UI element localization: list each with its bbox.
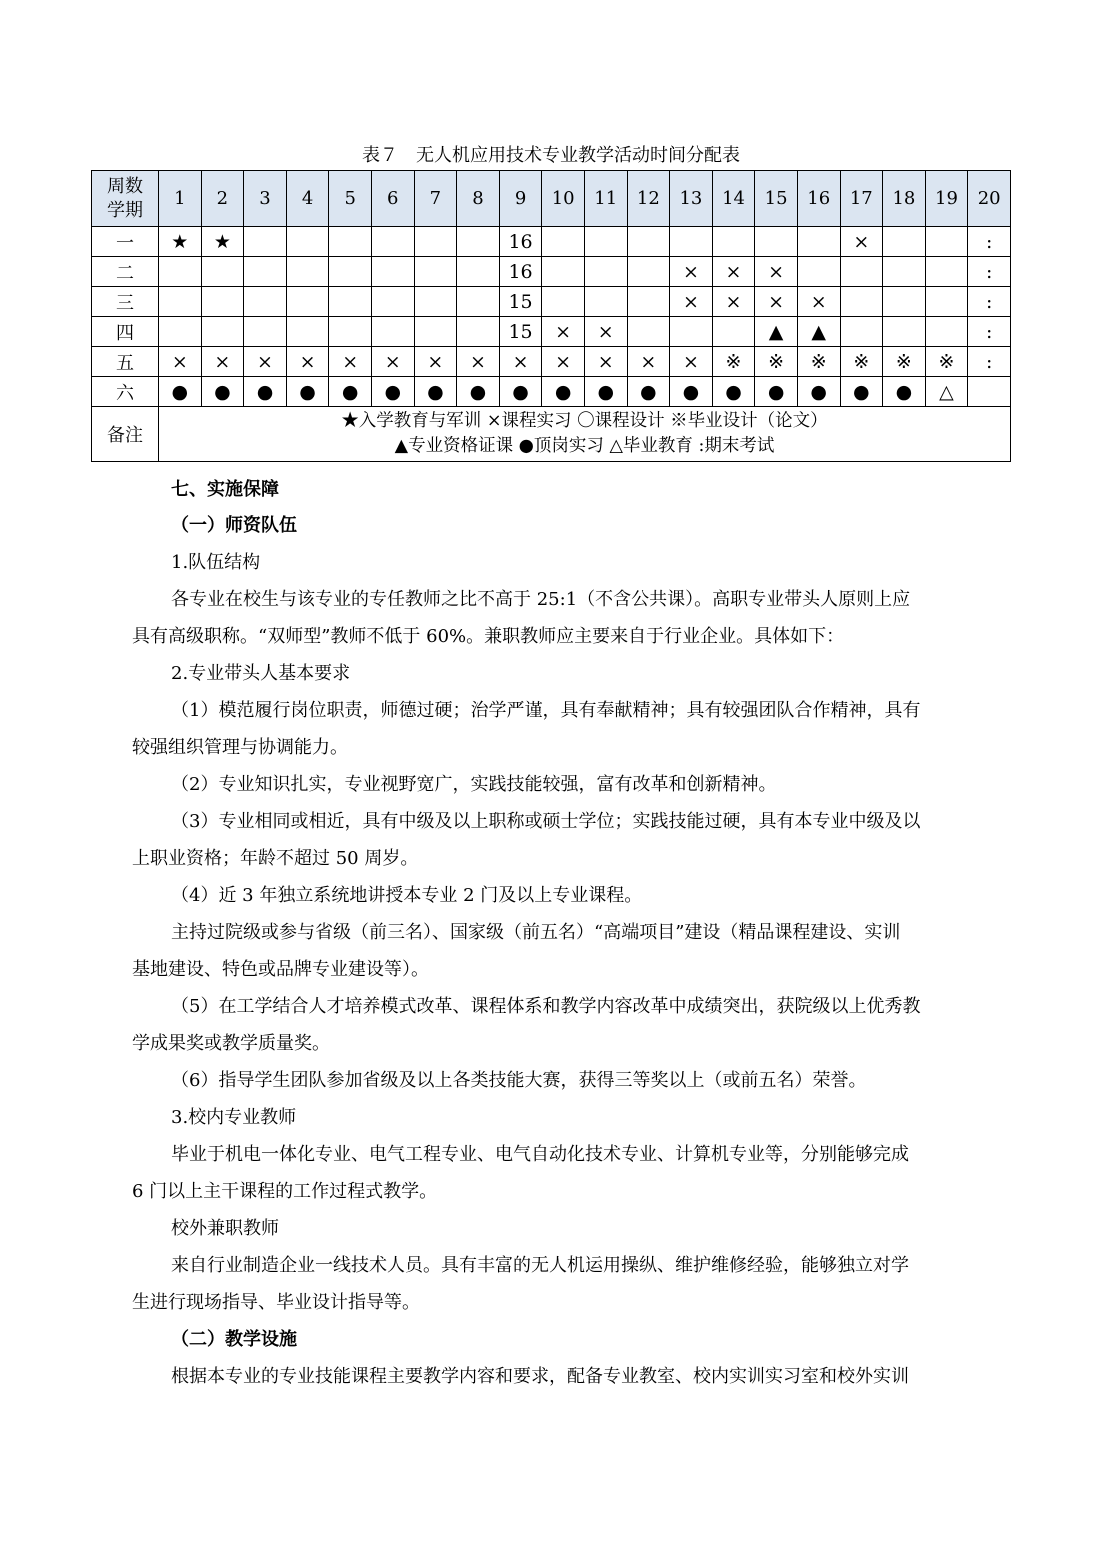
schedule-cell: ●: [457, 377, 500, 407]
schedule-cell: [883, 257, 926, 287]
schedule-cell: [840, 317, 883, 347]
schedule-table: [91, 170, 1011, 462]
schedule-cell: [414, 287, 457, 317]
table-header-row: [92, 171, 1011, 227]
schedule-cell: ×: [712, 287, 755, 317]
week-header-3: 3: [244, 171, 287, 227]
legend-line-2: ▲专业资格证课 ●顶岗实习 △毕业教育 :期末考试: [394, 436, 775, 456]
schedule-cell: ※: [883, 347, 926, 377]
term-label: 一: [92, 227, 159, 257]
schedule-cell: ×: [840, 227, 883, 257]
schedule-cell: :: [968, 317, 1011, 347]
week-header-12: 12: [627, 171, 670, 227]
schedule-cell: [329, 317, 372, 347]
schedule-cell: [627, 257, 670, 287]
schedule-cell: [883, 317, 926, 347]
list-item-1-cont: 较强组织管理与协调能力。: [132, 737, 348, 758]
week-header-20: 20: [968, 171, 1011, 227]
schedule-cell: [627, 287, 670, 317]
list-item-5-cont: 学成果奖或教学质量奖。: [132, 1033, 330, 1054]
schedule-cell: ×: [371, 347, 414, 377]
schedule-cell: ●: [670, 377, 713, 407]
week-header-6: 6: [371, 171, 414, 227]
week-header-19: 19: [925, 171, 968, 227]
schedule-cell: [840, 257, 883, 287]
week-header-2: 2: [201, 171, 244, 227]
schedule-cell: [286, 257, 329, 287]
schedule-cell: [244, 257, 287, 287]
list-item-3: （3）专业相同或相近，具有中级及以上职称或硕士学位；实践技能过硬，具有本专业中级及以: [171, 811, 921, 832]
schedule-cell: 16: [499, 257, 542, 287]
term-label: 三: [92, 287, 159, 317]
term-label: 六: [92, 377, 159, 407]
item-title-inner-teachers: 3.校内专业教师: [171, 1107, 297, 1128]
notes-label: 备注: [92, 407, 159, 462]
schedule-cell: [627, 317, 670, 347]
schedule-cell: ×: [542, 317, 585, 347]
schedule-cell: ●: [286, 377, 329, 407]
week-header-9: 9: [499, 171, 542, 227]
term-label: 四: [92, 317, 159, 347]
schedule-cell: [542, 227, 585, 257]
table-row: [92, 317, 1011, 347]
schedule-cell: 15: [499, 287, 542, 317]
paragraph-line: 生进行现场指导、毕业设计指导等。: [132, 1292, 420, 1313]
schedule-cell: ※: [840, 347, 883, 377]
schedule-cell: [584, 287, 627, 317]
schedule-cell: [286, 317, 329, 347]
schedule-cell: ×: [670, 347, 713, 377]
week-header-13: 13: [670, 171, 713, 227]
corner-week-label: 周数: [107, 175, 143, 197]
list-item-4-extra-cont: 基地建设、特色或品牌专业建设等）。: [132, 959, 429, 980]
subsection-heading-staff: （一）师资队伍: [171, 515, 297, 536]
schedule-cell: [286, 287, 329, 317]
paragraph-line: 各专业在校生与该专业的专任教师之比不高于 25:1（不含公共课）。高职专业带头人原则上应: [171, 589, 911, 610]
schedule-cell: ×: [499, 347, 542, 377]
schedule-cell: ●: [755, 377, 798, 407]
week-header-14: 14: [712, 171, 755, 227]
schedule-cell: ●: [542, 377, 585, 407]
schedule-cell: ★: [201, 227, 244, 257]
schedule-cell: ×: [329, 347, 372, 377]
schedule-cell: ×: [584, 347, 627, 377]
list-item-4: （4）近 3 年独立系统地讲授本专业 2 门及以上专业课程。: [171, 885, 643, 906]
schedule-cell: [244, 227, 287, 257]
paragraph-line: 具有高级职称。“双师型”教师不低于 60%。兼职教师应主要来自于行业企业。具体如下：: [132, 626, 845, 647]
schedule-cell: [329, 257, 372, 287]
schedule-cell: ×: [414, 347, 457, 377]
schedule-cell: [925, 257, 968, 287]
week-header-17: 17: [840, 171, 883, 227]
schedule-cell: [670, 317, 713, 347]
schedule-cell: [286, 227, 329, 257]
schedule-cell: ▲: [755, 317, 798, 347]
schedule-cell: [542, 287, 585, 317]
schedule-cell: [627, 227, 670, 257]
schedule-cell: [159, 287, 202, 317]
schedule-cell: [414, 227, 457, 257]
schedule-cell: [457, 227, 500, 257]
schedule-cell: [159, 257, 202, 287]
legend-line-1: ★入学教育与军训 ×课程实习 〇课程设计 ※毕业设计（论文）: [341, 411, 828, 431]
schedule-cell: 15: [499, 317, 542, 347]
table-row: [92, 377, 1011, 407]
schedule-cell: [925, 287, 968, 317]
schedule-cell: [840, 287, 883, 317]
schedule-cell: ●: [244, 377, 287, 407]
item-title-leader: 2.专业带头人基本要求: [171, 663, 351, 684]
week-header-10: 10: [542, 171, 585, 227]
table-row: [92, 287, 1011, 317]
schedule-cell: ●: [627, 377, 670, 407]
schedule-cell: [925, 317, 968, 347]
schedule-cell: ※: [755, 347, 798, 377]
schedule-cell: [883, 227, 926, 257]
week-header-8: 8: [457, 171, 500, 227]
schedule-cell: [755, 227, 798, 257]
schedule-cell: [371, 317, 414, 347]
schedule-cell: [371, 287, 414, 317]
schedule-cell: [371, 227, 414, 257]
list-item-4-extra: 主持过院级或参与省级（前三名）、国家级（前五名）“高端项目”建设（精品课程建设、实训: [171, 922, 901, 943]
schedule-cell: :: [968, 227, 1011, 257]
schedule-cell: [584, 257, 627, 287]
schedule-cell: ●: [159, 377, 202, 407]
table-caption: 表７ 无人机应用技术专业教学活动时间分配表: [362, 145, 740, 166]
schedule-cell: [329, 287, 372, 317]
schedule-cell: ×: [201, 347, 244, 377]
schedule-cell: [244, 317, 287, 347]
table-row: [92, 257, 1011, 287]
schedule-cell: [883, 287, 926, 317]
schedule-cell: [968, 377, 1011, 407]
paragraph-line: 6 门以上主干课程的工作过程式教学。: [132, 1181, 438, 1202]
schedule-cell: [670, 227, 713, 257]
list-item-1: （1）模范履行岗位职责，师德过硬；治学严谨，具有奉献精神；具有较强团队合作精神，具有: [171, 700, 921, 721]
schedule-cell: [797, 257, 840, 287]
schedule-cell: ●: [201, 377, 244, 407]
term-label: 五: [92, 347, 159, 377]
schedule-cell: [414, 317, 457, 347]
schedule-cell: ×: [159, 347, 202, 377]
schedule-cell: [329, 227, 372, 257]
notes-row: [92, 407, 1011, 462]
schedule-cell: [457, 257, 500, 287]
schedule-cell: ×: [542, 347, 585, 377]
term-label: 二: [92, 257, 159, 287]
week-header-15: 15: [755, 171, 798, 227]
table-row: [92, 347, 1011, 377]
notes-legend: [159, 407, 1011, 462]
schedule-cell: [584, 227, 627, 257]
schedule-cell: ●: [797, 377, 840, 407]
schedule-cell: ×: [755, 287, 798, 317]
schedule-cell: [159, 317, 202, 347]
schedule-cell: ●: [840, 377, 883, 407]
schedule-cell: [201, 257, 244, 287]
list-item-5: （5）在工学结合人才培养模式改革、课程体系和教学内容改革中成绩突出，获院级以上优秀教: [171, 996, 921, 1017]
schedule-cell: :: [968, 287, 1011, 317]
schedule-cell: [244, 287, 287, 317]
schedule-cell: ×: [627, 347, 670, 377]
schedule-cell: ●: [883, 377, 926, 407]
schedule-cell: ×: [670, 287, 713, 317]
schedule-cell: ×: [286, 347, 329, 377]
schedule-cell: [925, 227, 968, 257]
table-row: [92, 227, 1011, 257]
schedule-cell: ▲: [797, 317, 840, 347]
schedule-cell: ※: [797, 347, 840, 377]
schedule-cell: ×: [797, 287, 840, 317]
list-item-3-cont: 上职业资格；年龄不超过 50 周岁。: [132, 848, 419, 869]
schedule-cell: [371, 257, 414, 287]
schedule-cell: :: [968, 347, 1011, 377]
schedule-cell: ●: [712, 377, 755, 407]
schedule-cell: ●: [329, 377, 372, 407]
schedule-cell: ★: [159, 227, 202, 257]
week-header-7: 7: [414, 171, 457, 227]
schedule-cell: :: [968, 257, 1011, 287]
schedule-cell: △: [925, 377, 968, 407]
schedule-cell: ×: [457, 347, 500, 377]
corner-header: [92, 171, 159, 227]
schedule-cell: ●: [371, 377, 414, 407]
schedule-cell: [414, 257, 457, 287]
list-item-2: （2）专业知识扎实，专业视野宽广，实践技能较强，富有改革和创新精神。: [171, 774, 777, 795]
subsection-heading-facilities: （二）教学设施: [171, 1329, 297, 1350]
schedule-cell: [457, 317, 500, 347]
week-header-18: 18: [883, 171, 926, 227]
schedule-cell: [712, 227, 755, 257]
schedule-cell: ×: [584, 317, 627, 347]
week-header-5: 5: [329, 171, 372, 227]
week-header-1: 1: [159, 171, 202, 227]
item-title-team: 1.队伍结构: [171, 552, 261, 573]
schedule-cell: ●: [584, 377, 627, 407]
schedule-cell: ●: [414, 377, 457, 407]
paragraph-line: 根据本专业的专业技能课程主要教学内容和要求，配备专业教室、校内实训实习室和校外实训: [171, 1366, 909, 1387]
schedule-cell: ※: [925, 347, 968, 377]
schedule-cell: ※: [712, 347, 755, 377]
schedule-cell: [201, 317, 244, 347]
paragraph-line: 来自行业制造企业一线技术人员。具有丰富的无人机运用操纵、维护维修经验，能够独立对学: [171, 1255, 909, 1276]
item-title-outer-teachers: 校外兼职教师: [171, 1218, 279, 1239]
schedule-cell: [201, 287, 244, 317]
list-item-6: （6）指导学生团队参加省级及以上各类技能大赛，获得三等奖以上（或前五名）荣誉。: [171, 1070, 867, 1091]
week-header-11: 11: [584, 171, 627, 227]
schedule-cell: [457, 287, 500, 317]
section-heading-7: 七、实施保障: [171, 479, 279, 500]
schedule-cell: 16: [499, 227, 542, 257]
schedule-cell: ×: [712, 257, 755, 287]
schedule-cell: ●: [499, 377, 542, 407]
week-header-4: 4: [286, 171, 329, 227]
schedule-cell: [797, 227, 840, 257]
schedule-cell: ×: [244, 347, 287, 377]
corner-term-label: 学期: [107, 199, 143, 221]
schedule-cell: [712, 317, 755, 347]
schedule-cell: [542, 257, 585, 287]
paragraph-line: 毕业于机电一体化专业、电气工程专业、电气自动化技术专业、计算机专业等，分别能够完成: [171, 1144, 909, 1165]
schedule-cell: ×: [755, 257, 798, 287]
week-header-16: 16: [797, 171, 840, 227]
schedule-cell: ×: [670, 257, 713, 287]
